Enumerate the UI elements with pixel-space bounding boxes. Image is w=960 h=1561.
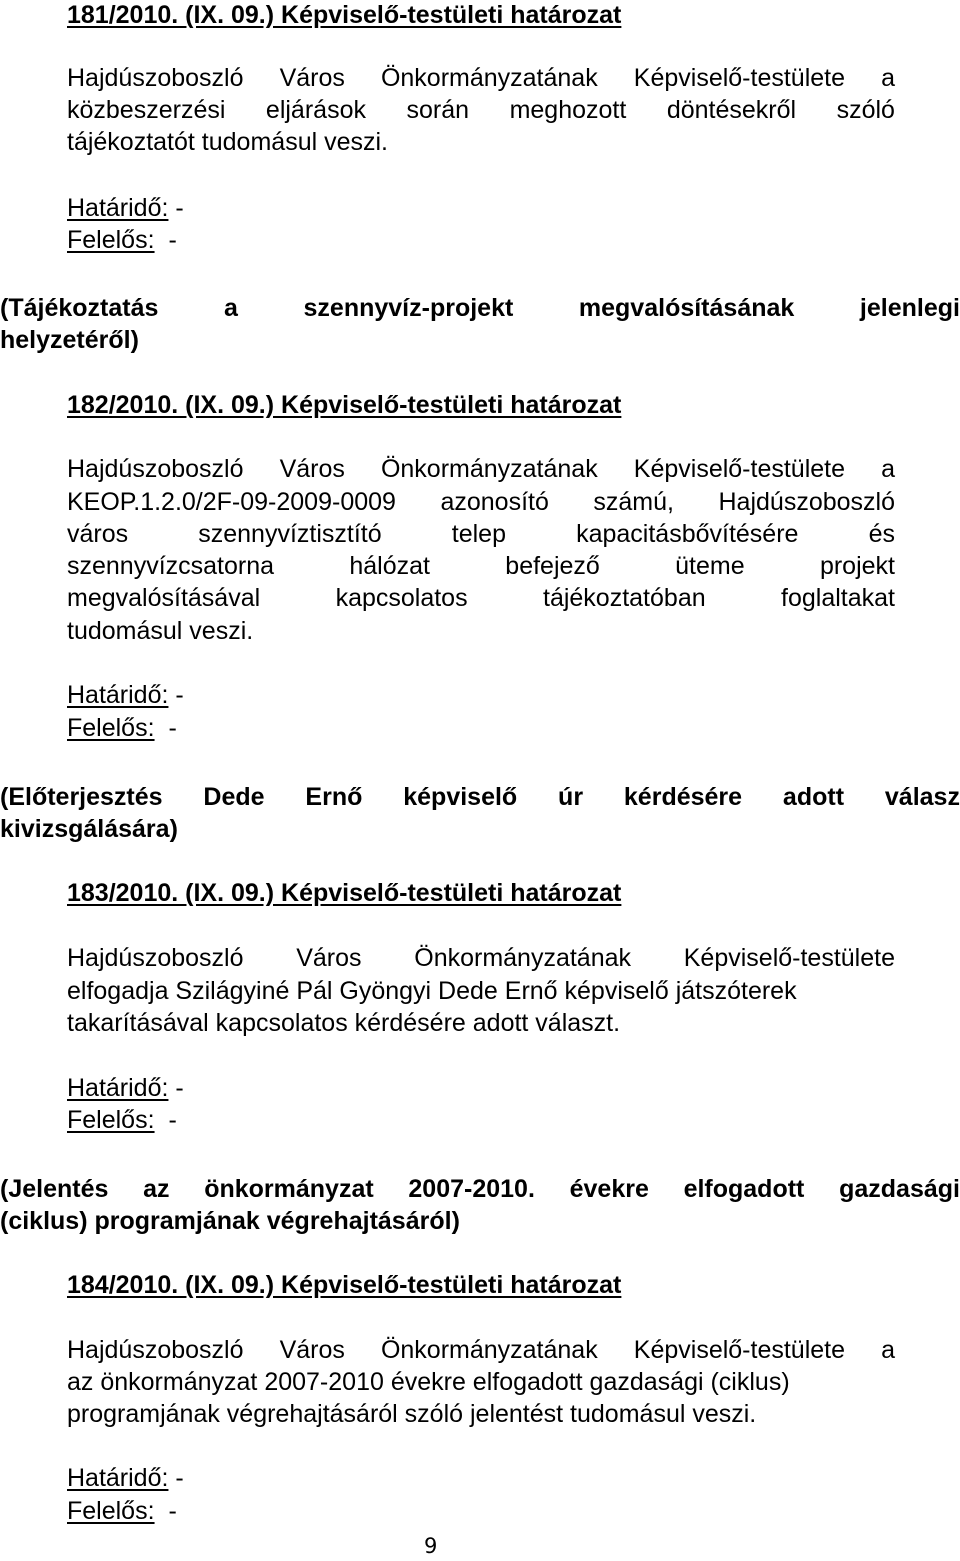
word: Önkormányzatának xyxy=(380,455,598,483)
word: Ernő xyxy=(305,783,363,811)
word: Város xyxy=(296,944,362,972)
word: Hajdúszoboszló xyxy=(67,455,244,483)
responsible-value: - xyxy=(168,714,177,742)
word: Önkormányzatának xyxy=(380,64,598,92)
word: (Előterjesztés xyxy=(0,783,163,811)
topic-184-heading-line: (ciklus) programjának végrehajtásáról) xyxy=(0,1207,460,1235)
resolution-182-title: 182/2010. (IX. 09.) Képviselő-testületi határozat xyxy=(67,391,622,419)
word: évekre xyxy=(569,1175,649,1203)
responsible-label: Felelős: xyxy=(67,226,155,254)
word: és xyxy=(868,520,895,548)
word: (Jelentés xyxy=(0,1175,109,1203)
word: befejező xyxy=(505,552,600,580)
resolution-181-body-line xyxy=(67,63,895,93)
deadline-value: - xyxy=(175,1464,184,1492)
word: elfogadott xyxy=(683,1175,805,1203)
resolution-181-deadline xyxy=(67,193,184,223)
resolution-181-title: 181/2010. (IX. 09.) Képviselő-testületi határozat xyxy=(67,1,622,29)
resolution-181-responsible xyxy=(67,225,177,255)
word: Önkormányzatának xyxy=(414,944,632,972)
resolution-182-body-line xyxy=(67,519,895,549)
word: kapcsolatos xyxy=(335,584,468,612)
deadline-label: Határidő: xyxy=(67,1074,169,1102)
resolution-184-deadline xyxy=(67,1463,184,1493)
resolution-182-responsible xyxy=(67,713,177,743)
topic-183-heading-line: kivizsgálására) xyxy=(0,815,178,843)
resolution-182-body-line xyxy=(67,551,895,581)
word: kérdésére xyxy=(623,783,743,811)
deadline-label: Határidő: xyxy=(67,1464,169,1492)
deadline-value: - xyxy=(175,1074,184,1102)
word: Hajdúszoboszló xyxy=(67,64,244,92)
resolution-182-body-line xyxy=(67,583,895,613)
word: üteme xyxy=(675,552,745,580)
resolution-183-title: 183/2010. (IX. 09.) Képviselő-testületi határozat xyxy=(67,879,622,907)
page-number: 9 xyxy=(424,1534,438,1558)
word: során xyxy=(406,96,470,124)
word: Hajdúszoboszló xyxy=(718,488,895,516)
word: 2007-2010. xyxy=(408,1175,535,1203)
topic-183-heading-line xyxy=(0,782,960,812)
responsible-value: - xyxy=(168,226,177,254)
word: közbeszerzési xyxy=(67,96,226,124)
word: úr xyxy=(558,783,584,811)
word: jelenlegi xyxy=(859,294,960,322)
resolution-184-body-line xyxy=(67,1335,895,1365)
word: gazdasági xyxy=(839,1175,960,1203)
word: megvalósításának xyxy=(578,294,795,322)
word: döntésekről xyxy=(666,96,797,124)
word: számú, xyxy=(593,488,674,516)
resolution-183-body-line: takarításával kapcsolatos kérdésére adott választ. xyxy=(67,1009,621,1037)
resolution-184-body-line: programjának végrehajtásáról szóló jelentést tudomásul veszi. xyxy=(67,1400,757,1428)
word: telep xyxy=(451,520,506,548)
word: foglaltakat xyxy=(781,584,895,612)
word: a xyxy=(224,294,238,322)
word: város xyxy=(67,520,129,548)
resolution-183-body-line: elfogadja Szilágyiné Pál Gyöngyi Dede Ernő képviselő játszóterek xyxy=(67,977,797,1005)
deadline-label: Határidő: xyxy=(67,681,169,709)
deadline-label: Határidő: xyxy=(67,194,169,222)
word: önkormányzat xyxy=(204,1175,374,1203)
word: Képviselő-testülete xyxy=(683,944,895,972)
topic-184-heading-line xyxy=(0,1174,960,1204)
responsible-value: - xyxy=(168,1497,177,1525)
word: Képviselő-testülete xyxy=(633,455,846,483)
word: projekt xyxy=(819,552,895,580)
resolution-182-body-line: tudomásul veszi. xyxy=(67,617,254,645)
word: Képviselő-testülete xyxy=(633,64,846,92)
word: azonosító xyxy=(440,488,549,516)
word: (Tájékoztatás xyxy=(0,294,159,322)
word: képviselő xyxy=(403,783,518,811)
responsible-label: Felelős: xyxy=(67,1106,155,1134)
resolution-181-body-line xyxy=(67,95,895,125)
word: szóló xyxy=(836,96,895,124)
word: Hajdúszoboszló xyxy=(67,944,244,972)
resolution-184-body-line: az önkormányzat 2007-2010 évekre elfogadott gazdasági (ciklus) xyxy=(67,1368,790,1396)
word: eljárások xyxy=(265,96,366,124)
responsible-value: - xyxy=(168,1106,177,1134)
resolution-183-body-line xyxy=(67,943,895,973)
resolution-182-deadline xyxy=(67,680,184,710)
resolution-182-body-line xyxy=(67,487,895,517)
word: hálózat xyxy=(349,552,430,580)
word: szennyvízcsatorna xyxy=(67,552,275,580)
word: Város xyxy=(279,64,345,92)
word: Város xyxy=(279,1336,345,1364)
resolution-181-body-line: tájékoztatót tudomásul veszi. xyxy=(67,128,388,156)
word: a xyxy=(881,455,895,483)
resolution-184-title: 184/2010. (IX. 09.) Képviselő-testületi határozat xyxy=(67,1271,622,1299)
responsible-label: Felelős: xyxy=(67,714,155,742)
deadline-value: - xyxy=(175,681,184,709)
word: a xyxy=(881,64,895,92)
word: válasz xyxy=(884,783,960,811)
word: adott xyxy=(782,783,845,811)
resolution-183-responsible xyxy=(67,1105,177,1135)
word: Város xyxy=(279,455,345,483)
word: Dede xyxy=(203,783,265,811)
resolution-183-deadline xyxy=(67,1073,184,1103)
word: KEOP.1.2.0/2F-09-2009-0009 xyxy=(67,488,396,516)
word: meghozott xyxy=(509,96,627,124)
word: megvalósításával xyxy=(67,584,261,612)
word: Önkormányzatának xyxy=(380,1336,598,1364)
word: Képviselő-testülete xyxy=(633,1336,846,1364)
word: szennyvíz-projekt xyxy=(303,294,514,322)
topic-182-heading-line xyxy=(0,293,960,323)
word: szennyvíztisztító xyxy=(198,520,382,548)
resolution-184-responsible xyxy=(67,1496,177,1526)
word: a xyxy=(881,1336,895,1364)
word: Hajdúszoboszló xyxy=(67,1336,244,1364)
resolution-182-body-line xyxy=(67,454,895,484)
responsible-label: Felelős: xyxy=(67,1497,155,1525)
word: az xyxy=(143,1175,170,1203)
word: kapacitásbővítésére xyxy=(576,520,799,548)
topic-182-heading-line: helyzetéről) xyxy=(0,326,139,354)
word: tájékoztatóban xyxy=(543,584,706,612)
deadline-value: - xyxy=(175,194,184,222)
